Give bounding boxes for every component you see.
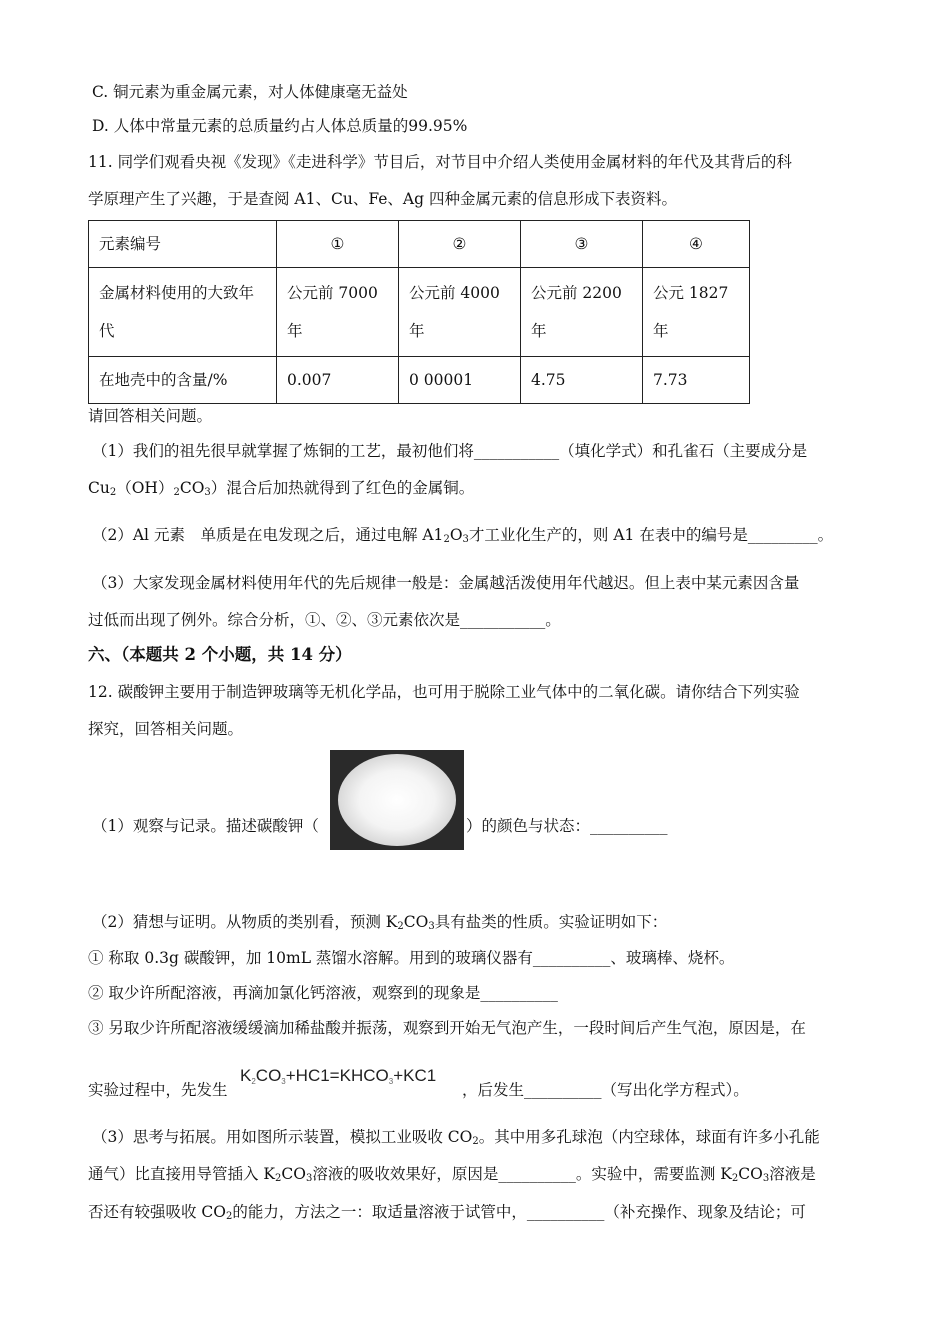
cell-text: 公元 1827 (653, 284, 729, 302)
subscript: 3 (462, 534, 469, 545)
question-12-line-1: 12. 碳酸钾主要用于制造钾玻璃等无机化学品，也可用于脱除工业气体中的二氧化碳。请你结合下列实验 (88, 683, 800, 701)
subscript: 3 (204, 487, 211, 498)
cell-text: 年 (653, 322, 669, 340)
text-run: （3）思考与拓展。用如图所示装置，模拟工业吸收 CO (92, 1128, 473, 1146)
white-powder-pile (338, 754, 456, 846)
text-run: （2）猜想与证明。从物质的类别看，预测 K (92, 913, 398, 931)
cell-text: 年 (287, 322, 303, 340)
text-run: CO (179, 479, 205, 497)
step-2: ② 取少许所配溶液，再滴加氯化钙溶液，观察到的现象是__________ (88, 984, 558, 1002)
question-12-line-2: 探究，回答相关问题。 (88, 720, 244, 738)
potassium-carbonate-photo (330, 750, 464, 850)
answer-prompt: 请回答相关问题。 (88, 407, 213, 425)
table-cell: ③ (521, 221, 643, 268)
text-run: （2）Al 元素 单质是在电发现之后，通过电解 A1 (92, 526, 444, 544)
extension-line-1 (92, 1127, 820, 1152)
text-run: 否还有较强吸收 CO (88, 1203, 226, 1221)
table-cell (89, 268, 277, 357)
cell-text: 金属材料使用的大致年 (99, 284, 255, 302)
text-run: 溶液的吸收效果好，原因是__________。实验中，需要监测 K (312, 1165, 732, 1183)
cell-text: 年 (531, 322, 547, 340)
text-run: CO (403, 913, 429, 931)
table-cell: 4.75 (521, 357, 643, 404)
eq-subscript: 3 (281, 1077, 286, 1086)
cell-text: 年 (409, 322, 425, 340)
cell-text: 代 (99, 322, 115, 340)
table-cell: 7.73 (643, 357, 750, 404)
text-run: 具有盐类的性质。实验证明如下： (434, 913, 668, 931)
subscript: 3 (762, 1173, 770, 1184)
table-row (89, 221, 750, 268)
subscript: 3 (305, 1173, 313, 1184)
eq-run: K (240, 1066, 252, 1085)
part-3-line-1: （3）大家发现金属材料使用年代的先后规律一般是：金属越活泼使用年代越迟。但上表中某元素因含量 (92, 574, 800, 592)
eq-subscript: 2 (251, 1077, 256, 1086)
subscript: 2 (173, 487, 180, 498)
subscript: 2 (275, 1173, 282, 1184)
option-d: D. 人体中常量元素的总质量约占人体总质量的99.95% (92, 117, 468, 135)
text-run: ）混合后加热就得到了红色的金属铜。 (210, 479, 475, 497)
subscript: 2 (397, 921, 404, 932)
cell-text: 公元前 4000 (409, 284, 500, 302)
step-3-line-2-start: 实验过程中，先发生 (88, 1081, 228, 1099)
extension-line-3 (88, 1202, 806, 1227)
table-cell: ② (399, 221, 521, 268)
eq-run: +KC1 (393, 1066, 437, 1085)
step-1: ① 称取 0.3g 碳酸钾，加 10mL 蒸馏水溶解。用到的玻璃仪器有__________、玻璃棒、烧杯。 (88, 949, 735, 967)
table-cell: 0 00001 (399, 357, 521, 404)
chemical-equation (240, 1066, 436, 1086)
part-3-line-2: 过低而出现了例外。综合分析，①、②、③元素依次是___________。 (88, 611, 561, 629)
subscript: 2 (226, 1211, 233, 1222)
observation-line-end: ）的颜色与状态：__________ (466, 817, 668, 835)
subscript: 3 (428, 921, 435, 932)
part-1-line-2 (88, 478, 474, 503)
section-6-heading: 六、（本题共 2 个小题，共 14 分） (88, 645, 352, 664)
cell-text: 公元前 7000 (287, 284, 378, 302)
table-cell: 0.007 (277, 357, 399, 404)
text-run: 。其中用多孔球泡（内空球体，球面有许多小孔能 (478, 1128, 820, 1146)
text-run: （OH） (116, 479, 174, 497)
eq-run: CO (255, 1066, 282, 1085)
text-run: CO (281, 1165, 306, 1183)
text-run: 溶液是 (769, 1165, 816, 1183)
table-cell (399, 268, 521, 357)
eq-subscript: 3 (388, 1077, 394, 1086)
text-run: O (449, 526, 463, 544)
text-run: Cu (88, 479, 110, 497)
table-cell (643, 268, 750, 357)
extension-line-2 (88, 1164, 816, 1189)
observation-line-start: （1）观察与记录。描述碳酸钾（ (92, 817, 319, 835)
table-cell (521, 268, 643, 357)
text-run: 的能力，方法之一：取适量溶液于试管中，__________（补充操作、现象及结论；可 (232, 1203, 806, 1221)
text-run: CO (738, 1165, 763, 1183)
guess-heading (92, 912, 667, 937)
table-row (89, 268, 750, 357)
cell-text: 公元前 2200 (531, 284, 622, 302)
step-3-line-1: ③ 另取少许所配溶液缓缓滴加稀盐酸并振荡，观察到开始无气泡产生，一段时间后产生气泡，原因是，在 (88, 1019, 806, 1037)
question-11-line-2: 学原理产生了兴趣，于是查阅 A1、Cu、Fe、Ag 四种金属元素的信息形成下表资料。 (88, 190, 677, 208)
subscript: 2 (472, 1136, 479, 1147)
table-row (89, 357, 750, 404)
table-cell: 在地壳中的含量/% (89, 357, 277, 404)
table-cell (277, 268, 399, 357)
table-cell: ④ (643, 221, 750, 268)
text-run: 通气）比直接用导管插入 K (88, 1165, 276, 1183)
subscript: 2 (109, 487, 117, 498)
metal-info-table (88, 220, 750, 404)
step-3-line-2-end: ，后发生__________（写出化学方程式）。 (462, 1081, 749, 1099)
text-run: 才工业化生产的，则 A1 在表中的编号是_________。 (468, 526, 834, 544)
subscript: 2 (731, 1173, 739, 1184)
option-c: C. 铜元素为重金属元素，对人体健康毫无益处 (92, 83, 408, 101)
part-1-line-1: （1）我们的祖先很早就掌握了炼铜的工艺，最初他们将___________（填化学式）和孔雀石（主要成分是 (92, 442, 808, 460)
table-cell: 元素编号 (89, 221, 277, 268)
question-11-line-1: 11. 同学们观看央视《发现》《走进科学》节目后，对节目中介绍人类使用金属材料的年代及其背后的科 (88, 153, 792, 171)
eq-run: +HC1=KHCO (285, 1066, 389, 1085)
part-2 (92, 525, 833, 550)
table-cell: ① (277, 221, 399, 268)
subscript: 2 (443, 534, 450, 545)
